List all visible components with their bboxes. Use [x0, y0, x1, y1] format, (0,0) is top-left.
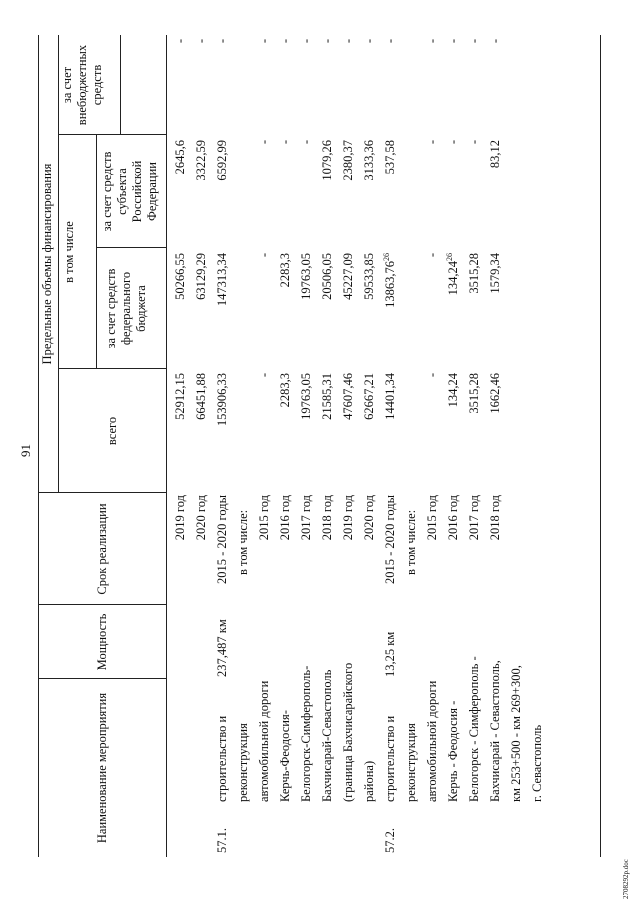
cell-extra: - — [488, 39, 502, 44]
cell-period: 2018 год — [488, 495, 502, 541]
cell-federal-value: 13863,76 — [383, 261, 397, 308]
cell-federal: 3515,28 — [467, 253, 481, 294]
header-funding-limits: Предельные объемы финансирования — [40, 163, 54, 365]
cell-total: - — [257, 373, 271, 378]
cell-period: 2019 год — [173, 495, 187, 541]
item-name-line: Бахчисарай-Севастополь — [320, 669, 334, 802]
including-underline — [96, 135, 97, 369]
cell-subject: - — [425, 140, 439, 145]
cell-period: 2017 год — [299, 495, 313, 541]
item-name-line: Белогорск-Симферополь- — [299, 665, 313, 802]
cell-subject: - — [278, 140, 292, 145]
cell-total: 47607,46 — [341, 373, 355, 420]
header-name: Наименование мероприятия — [95, 692, 109, 844]
cell-federal: 19763,05 — [299, 253, 313, 300]
item-name-line: реконструкция — [404, 723, 418, 802]
cell-federal: - — [425, 253, 439, 258]
item-name-line: г. Севастополь — [530, 724, 544, 802]
item-name-line: Керчь - Феодосия - — [446, 700, 460, 802]
cell-period: 2019 год — [341, 495, 355, 541]
cell-period: 2015 год — [425, 495, 439, 541]
cell-total: - — [425, 373, 439, 378]
cell-period: 2018 год — [320, 495, 334, 541]
cell-subject: 2645,6 — [173, 140, 187, 175]
cell-total: 153906,33 — [215, 373, 229, 427]
cell-extra: - — [383, 39, 397, 44]
cell-federal: - — [257, 253, 271, 258]
header-period: Срок реализации — [95, 503, 109, 595]
cell-subject: 3322,59 — [194, 140, 208, 181]
cell-extra: - — [299, 39, 313, 44]
cell-subject: 1079,26 — [320, 140, 334, 181]
divider-extra — [120, 35, 121, 135]
cell-extra: - — [194, 39, 208, 44]
cell-period-subheading: в том числе: — [404, 509, 418, 575]
item-name-line: автомобильной дороги — [425, 680, 439, 802]
cell-extra: - — [257, 39, 271, 44]
footer-filename: 2708292р.doc — [622, 859, 630, 899]
cell-period: 2020 год — [194, 495, 208, 541]
item-number: 57.1. — [215, 828, 229, 853]
item-name-line: (граница Бахчисарайского — [341, 662, 355, 802]
cell-extra: - — [446, 39, 460, 44]
cell-period: 2016 год — [446, 495, 460, 541]
cell-total: 62667,21 — [362, 373, 376, 420]
page-number: 91 — [18, 444, 33, 457]
cell-subject: - — [299, 140, 313, 145]
cell-extra: - — [278, 39, 292, 44]
cell-subject: 537,58 — [383, 140, 397, 175]
header-extra: за счет внебюджетных средств — [60, 44, 104, 126]
item-name-line: Белогорск - Симферополь - — [467, 656, 481, 802]
cell-federal: 147313,34 — [215, 253, 229, 307]
cell-total: 134,24 — [446, 373, 460, 408]
cell-extra: - — [467, 39, 481, 44]
cell-subject: 83,12 — [488, 140, 502, 169]
header-including: в том числе — [62, 221, 76, 283]
cell-federal: 63129,29 — [194, 253, 208, 300]
item-name-line: строительство и — [215, 715, 229, 802]
cell-subject: 2380,37 — [341, 140, 355, 181]
item-name-line: автомобильной дороги — [257, 680, 271, 802]
item-name-line: реконструкция — [236, 723, 250, 802]
table-top-border — [38, 35, 39, 857]
cell-subject: 6592,99 — [215, 140, 229, 181]
cell-period: 2015 - 2020 годы — [383, 495, 397, 585]
cell-total: 1662,46 — [488, 373, 502, 414]
footnote-marker: 26 — [444, 253, 454, 261]
cell-extra: - — [362, 39, 376, 44]
cell-federal-value: 134,24 — [446, 261, 460, 296]
header-total: всего — [105, 416, 119, 446]
item-name-line: Керчь-Феодосия- — [278, 710, 292, 802]
item-name-line: строительство и — [383, 715, 397, 802]
cell-period: 2015 год — [257, 495, 271, 541]
cell-period-subheading: в том числе: — [236, 509, 250, 575]
header-capacity: Мощность — [95, 613, 109, 671]
cell-extra: - — [173, 39, 187, 44]
cell-total: 66451,88 — [194, 373, 208, 420]
cell-extra: - — [215, 39, 229, 44]
cell-extra: - — [341, 39, 355, 44]
header-federal: за счет средств федерального бюджета — [104, 268, 148, 349]
cell-subject: - — [467, 140, 481, 145]
cell-federal: 45227,09 — [341, 253, 355, 300]
cell-period: 2020 год — [362, 495, 376, 541]
item-name-line: км 253+500 - км 269+300, — [509, 665, 523, 802]
header-subject: за счет средств субъекта Российской Федерации — [100, 151, 159, 232]
cell-federal: 50266,55 — [173, 253, 187, 300]
cell-total: 3515,28 — [467, 373, 481, 414]
item-name-line: Бахчисарай - Севастополь, — [488, 660, 502, 802]
item-capacity: 237,487 км — [215, 619, 229, 677]
cell-federal: 1579,34 — [488, 253, 502, 294]
item-capacity: 13,25 км — [383, 631, 397, 677]
cell-total: 52912,15 — [173, 373, 187, 420]
header-bottom-rule — [166, 35, 167, 857]
cell-federal — [443, 253, 464, 369]
cell-total: 19763,05 — [299, 373, 313, 420]
cell-extra: - — [320, 39, 334, 44]
table-bottom-border — [600, 35, 601, 857]
cell-subject: - — [446, 140, 460, 145]
cell-subject: - — [257, 140, 271, 145]
cell-total: 14401,34 — [383, 373, 397, 420]
item-name-line: района) — [362, 760, 376, 802]
cell-federal: 59533,85 — [362, 253, 376, 300]
cell-federal: 20506,05 — [320, 253, 334, 300]
footnote-marker: 26 — [381, 253, 391, 261]
cell-total: 21585,31 — [320, 373, 334, 420]
cell-period: 2016 год — [278, 495, 292, 541]
cell-period: 2015 - 2020 годы — [215, 495, 229, 585]
item-number: 57.2. — [383, 828, 397, 853]
cell-extra: - — [425, 39, 439, 44]
cell-federal: 2283,3 — [278, 253, 292, 288]
funding-title-rule — [58, 35, 59, 493]
cell-federal — [380, 253, 401, 369]
cell-subject: 3133,36 — [362, 140, 376, 181]
cell-total: 2283,3 — [278, 373, 292, 408]
cell-period: 2017 год — [467, 495, 481, 541]
